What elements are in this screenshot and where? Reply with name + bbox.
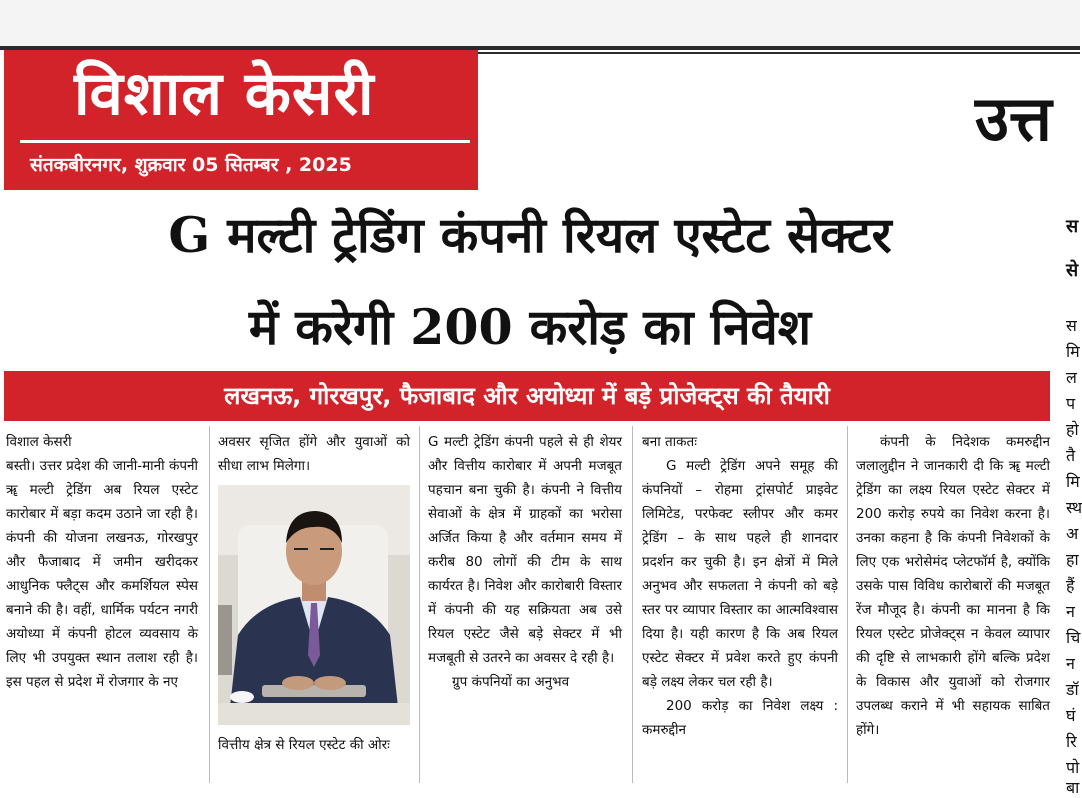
edge-glyph: मि <box>1066 342 1080 361</box>
column-divider <box>419 426 420 783</box>
headline-line-1: G मल्टी ट्रेडिंग कंपनी रियल एस्टेट सेक्टर <box>168 206 892 264</box>
edge-glyph: न <box>1066 602 1075 621</box>
right-header-rule <box>478 52 1080 54</box>
edge-glyph: स <box>1066 316 1077 335</box>
headline-line-2: में करेगी 200 करोड़ का निवेश <box>248 298 812 356</box>
column-4-text: G मल्टी ट्रेडिंग अपने समूह की कंपनियों – रोहमा ट्रांसपोर्ट प्राइवेट लिमिटेड, परफेक्ट स्लीपर और कमर ट्रेडिंग – के साथ पहले ही शानदार प्रदर्शन कर चुकी है। इन क्षेत्रों में मिले अनुभव और सफलता ने कंपनी को बड़े स्तर पर व्यापार विस्तार का आत्मविश्वास दिया है। यही कारण है कि अब रियल एस्टेट सेक्टर में प्रवेश करते हुए कंपनी बड़े लक्ष्य लेकर चल रही है। <box>642 458 838 690</box>
subheadline: लखनऊ, गोरखपुर, फैजाबाद और अयोध्या में बड़े प्रोजेक्ट्स की तैयारी <box>224 382 830 410</box>
column-divider <box>209 426 210 783</box>
edge-glyph: मि <box>1066 472 1080 491</box>
column-divider <box>847 426 848 783</box>
article-column-3 <box>428 430 622 694</box>
edge-glyph: ल <box>1066 368 1077 387</box>
edge-glyph: अ <box>1066 524 1079 543</box>
adjacent-article-edge <box>1066 200 1082 797</box>
director-photo <box>218 485 410 725</box>
edge-glyph: तै <box>1066 446 1076 465</box>
photo-caption: वित्तीय क्षेत्र से रियल एस्टेट की ओरः <box>218 737 390 753</box>
edge-glyph: रि <box>1066 732 1077 751</box>
article-column-5 <box>856 430 1050 742</box>
article-column-2 <box>218 430 410 478</box>
top-margin-band <box>0 0 1080 46</box>
edge-glyph: घं <box>1066 706 1076 725</box>
investment-target-heading: 200 करोड़ का निवेश लक्ष्य : कमरुद्दीन <box>642 698 838 738</box>
edge-glyph: स <box>1066 216 1079 237</box>
group-experience-heading: ग्रुप कंपनियों का अनुभव <box>452 674 570 690</box>
column-1-text: बस्ती। उत्तर प्रदेश की जानी-मानी कंपनी ॠ मल्टी ट्रेडिंग अब रियल एस्टेट कारोबार में बड़ा कदम उठाने जा रही है। कंपनी की योजना लखनऊ, गोरखपुर और फैजाबाद में जमीन खरीदकर आधुनिक फ्लैट्स और कमर्शियल स्पेस बनाने की है। वहीं, धार्मिक पर्यटन नगरी अयोध्या में कंपनी होटल व्यवसाय के लिए भी उपयुक्त स्थान तलाश रही है। इस पहल से प्रदेश में रोजगार के नए <box>6 458 198 690</box>
edge-glyph: पो <box>1066 758 1080 777</box>
edge-glyph: हो <box>1066 420 1079 439</box>
adjacent-headline-fragment: उत्त <box>975 82 1052 155</box>
edge-glyph: से <box>1066 260 1079 281</box>
edge-glyph: हैं <box>1066 576 1075 595</box>
edge-glyph: स्थ <box>1066 498 1082 517</box>
person-portrait-image <box>218 485 410 725</box>
masthead-date-line: संतकबीरनगर, शुक्रवार 05 सितम्बर , 2025 <box>30 154 352 176</box>
article-column-4 <box>642 430 838 742</box>
edge-glyph: न <box>1066 654 1075 673</box>
column-2-text: अवसर सृजित होंगे और युवाओं को सीधा लाभ मिलेगा। <box>218 434 410 474</box>
column-divider <box>632 426 633 783</box>
masthead-divider <box>20 140 470 143</box>
edge-glyph: चि <box>1066 628 1081 647</box>
byline: विशाल केसरी <box>6 434 72 450</box>
edge-glyph: डॉ <box>1066 680 1079 699</box>
column-3-text: G मल्टी ट्रेडिंग कंपनी पहले से ही शेयर और वित्तीय कारोबार में अपनी मजबूत पहचान बना चुकी है। कंपनी ने वित्तीय सेवाओं के क्षेत्र में ग्राहकों का भरोसा अर्जित किया है और वर्तमान समय में करीब 80 लोगों की टीम के साथ कार्यरत है। निवेश और कारोबारी विस्तार में कंपनी की यह सक्रियता अब उसे रियल एस्टेट जैसे बड़े सेक्टर में भी मजबूती से उतरने का अवसर दे रही है। <box>428 434 622 666</box>
article-column-1 <box>6 430 198 694</box>
masthead-title: विशाल केसरी <box>74 59 375 129</box>
section-heading-strength: बना ताकतः <box>642 434 697 450</box>
edge-glyph: बा <box>1066 778 1080 797</box>
edge-glyph: हा <box>1066 550 1079 569</box>
edge-glyph: प <box>1066 394 1076 413</box>
column-5-text: कंपनी के निदेशक कमरुद्दीन जलालुद्दीन ने जानकारी दी कि ॠ मल्टी ट्रेडिंग का लक्ष्य रियल एस्टेट सेक्टर में 200 करोड़ रुपये का निवेश करना है। उनका कहना है कि कंपनी निवेशकों के लिए एक भरोसेमंद प्लेटफॉर्म है, क्योंकि उसके पास विविध कारोबारों की मजबूत रेंज मौजूद है। कंपनी का मानना है कि रियल एस्टेट प्रोजेक्ट्स न केवल व्यापार की दृष्टि से लाभकारी होंगे बल्कि प्रदेश के विकास और युवाओं को रोजगार उपलब्ध कराने में भी सहायक साबित होंगे। <box>856 434 1050 738</box>
